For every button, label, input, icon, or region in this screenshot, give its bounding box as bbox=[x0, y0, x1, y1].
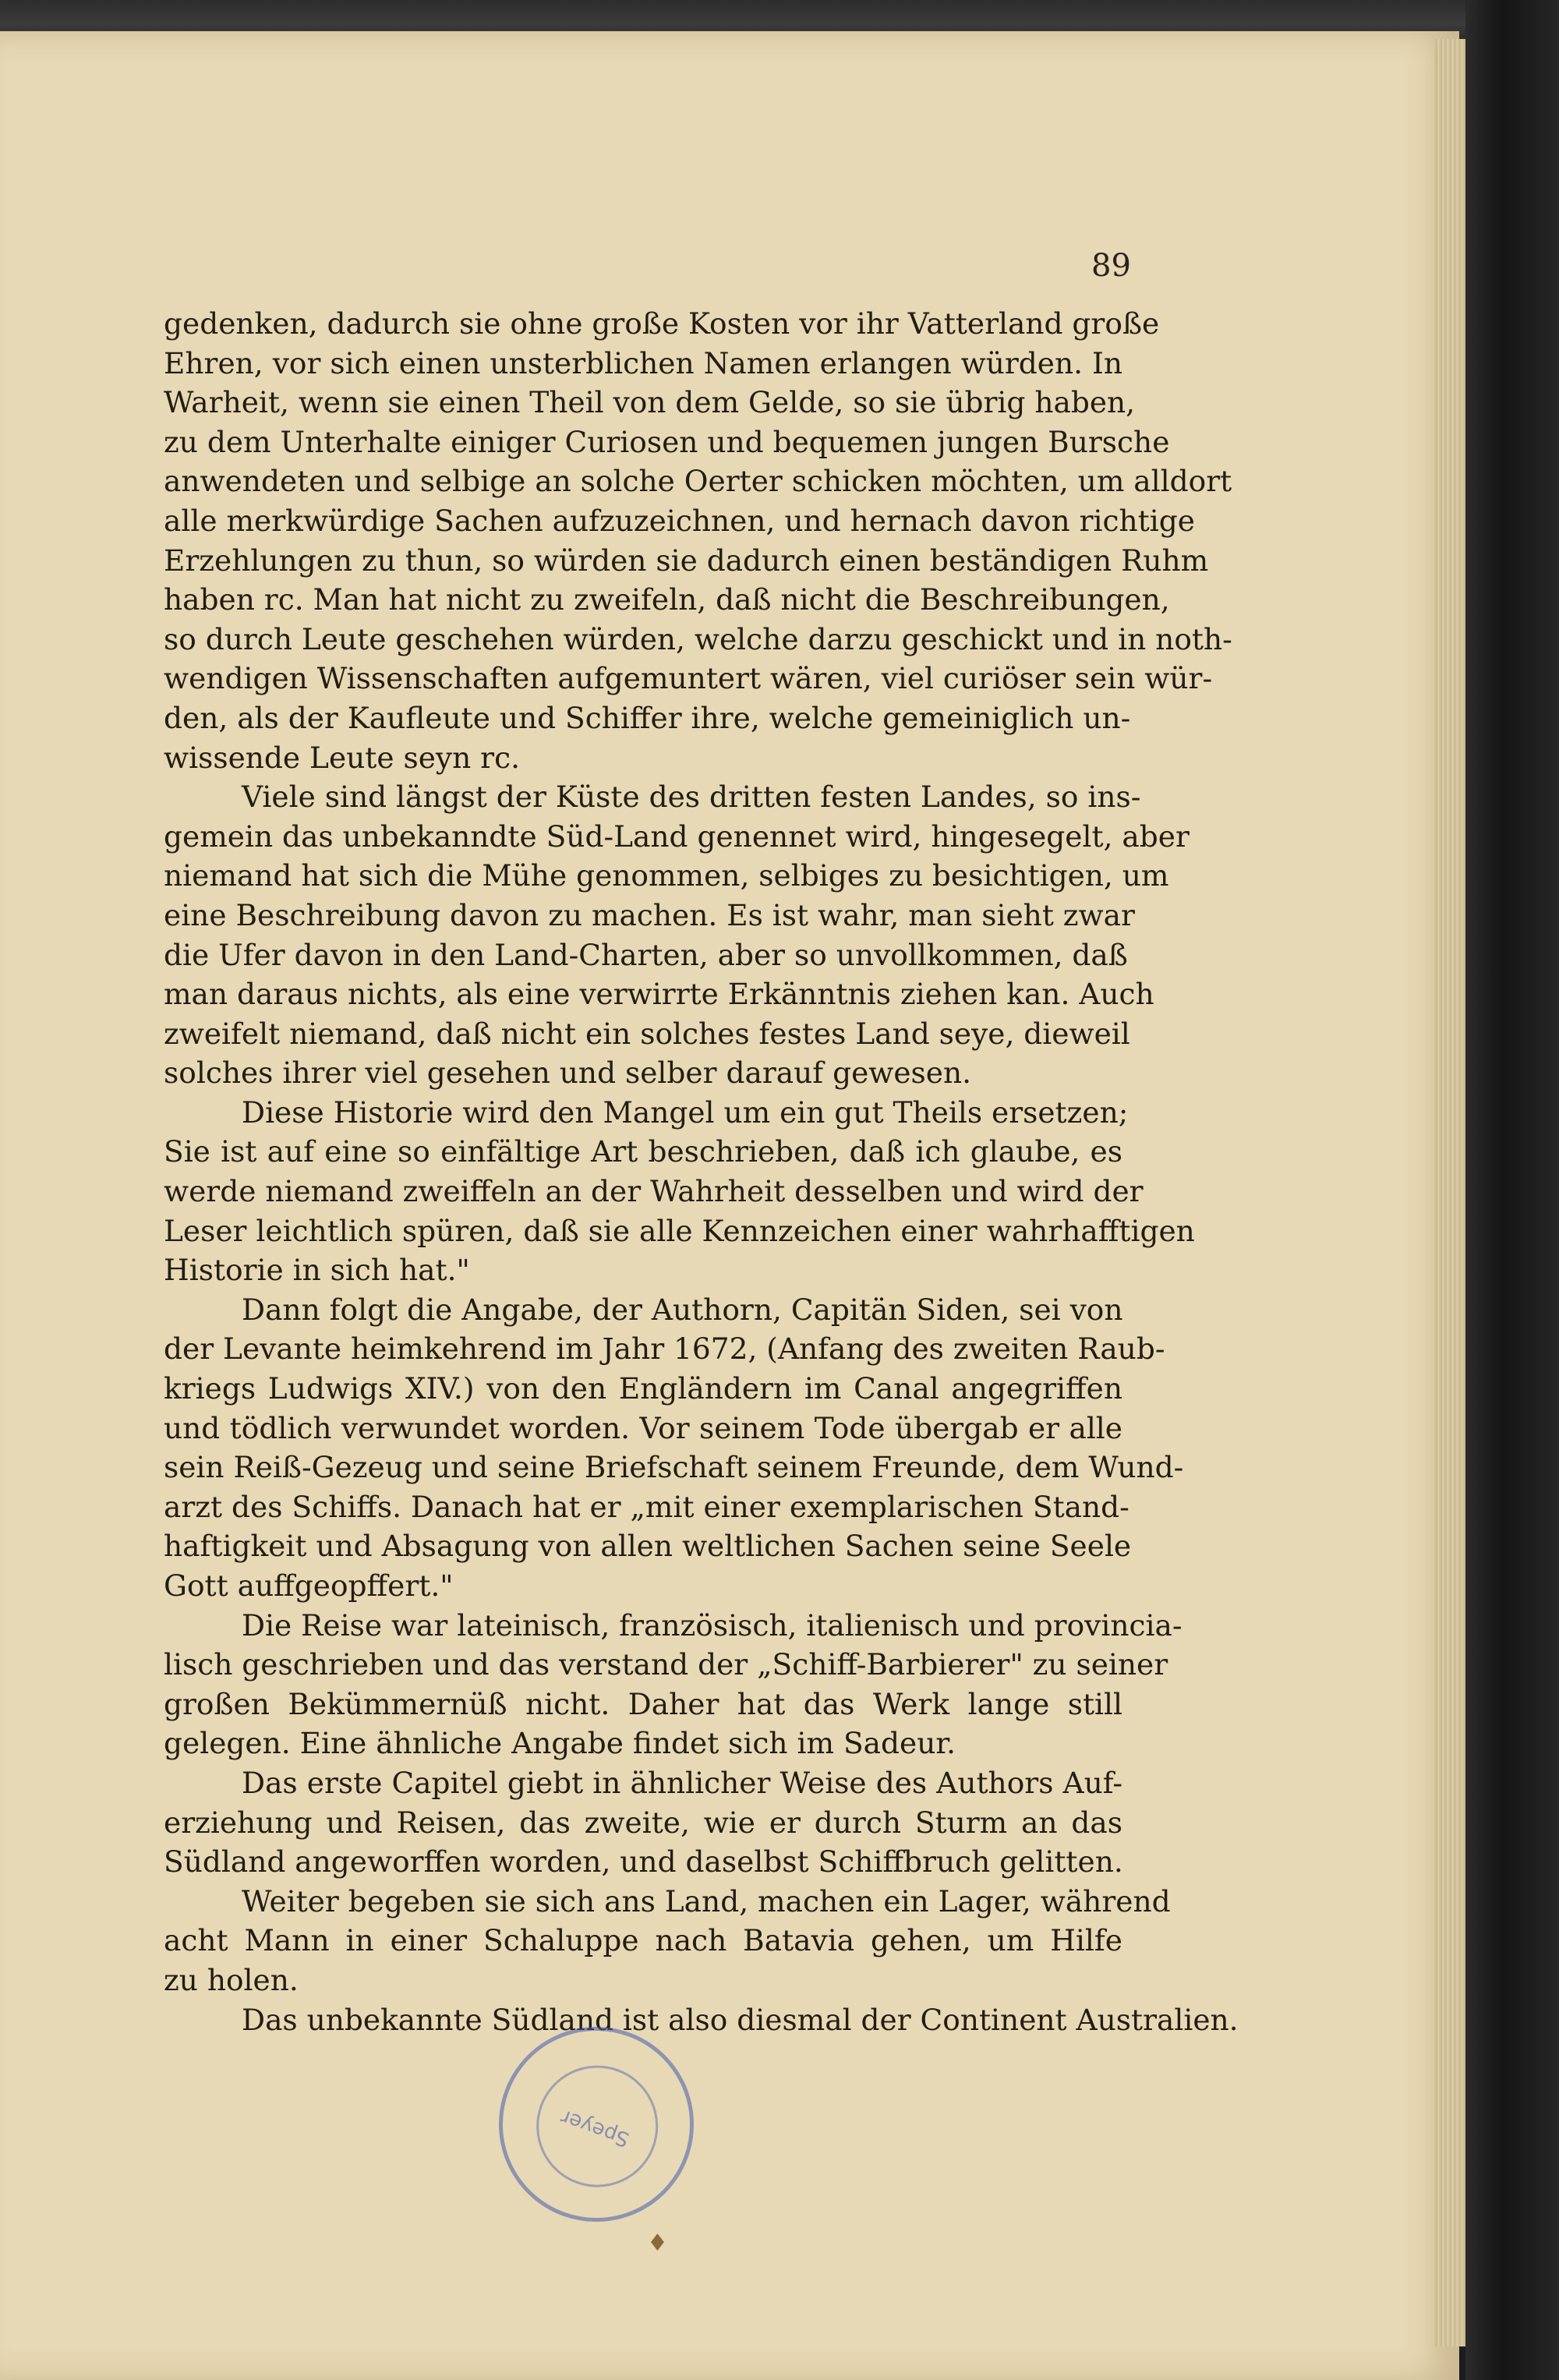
book-spine bbox=[1465, 0, 1559, 2380]
text-line: Weiter begeben sie sich ans Land, machen ein Lager, während bbox=[242, 1883, 1171, 1918]
paragraph bbox=[164, 1093, 1195, 1290]
text-line: haben rc. Man hat nicht zu zweifeln, daß nicht die Beschreibungen, bbox=[164, 582, 1170, 617]
text-line: den, als der Kaufleute und Schiffer ihre, welche gemeiniglich un- bbox=[164, 700, 1131, 735]
text-line: wendigen Wissenschaften aufgemuntert wären, viel curiöser sein wür- bbox=[164, 661, 1213, 696]
text-line: sein Reiß-Gezeug und seine Briefschaft seinem Freunde, dem Wund- bbox=[164, 1450, 1184, 1485]
text-line: und tödlich verwundet worden. Vor seinem Tode übergab er alle bbox=[164, 1410, 1122, 1445]
text-line: zu holen. bbox=[164, 1962, 299, 1997]
text-line: Erzehlungen zu thun, so würden sie dadurch einen beständigen Ruhm bbox=[164, 543, 1209, 578]
body-text bbox=[164, 304, 1239, 2039]
text-line: lisch geschrieben und das verstand der „Schiff-Barbierer" zu seiner bbox=[164, 1647, 1168, 1682]
text-line: anwendeten und selbige an solche Oerter schicken möchten, um alldort bbox=[164, 464, 1232, 499]
text-line: Ehren, vor sich einen unsterblichen Namen erlangen würden. In bbox=[164, 345, 1122, 380]
paragraph bbox=[164, 304, 1232, 777]
text-line: Diese Historie wird den Mangel um ein gut Theils ersetzen; bbox=[242, 1095, 1129, 1130]
library-stamp-text: Speyer bbox=[557, 2105, 633, 2152]
text-line: Südland angeworffen worden, und daselbst Schiffbruch gelitten. bbox=[164, 1844, 1123, 1880]
text-line: so durch Leute geschehen würden, welche darzu geschickt und in noth- bbox=[164, 621, 1232, 656]
text-line: eine Beschreibung davon zu machen. Es ist wahr, man sieht zwar bbox=[164, 897, 1135, 932]
text-line: man daraus nichts, als eine verwirrte Erkänntnis ziehen kan. Auch bbox=[164, 977, 1154, 1012]
text-line: Leser leichtlich spüren, daß sie alle Kennzeichen einer wahrhafftigen bbox=[164, 1213, 1195, 1248]
text-line: kriegs Ludwigs XIV.) von den Engländern im Canal angegriffen bbox=[164, 1371, 1122, 1406]
text-line: Historie in sich hat." bbox=[164, 1253, 470, 1288]
text-line: großen Bekümmernüß nicht. Daher hat das Werk lange still bbox=[164, 1686, 1122, 1721]
text-line: wissende Leute seyn rc. bbox=[164, 740, 521, 775]
text-line: Viele sind längst der Küste des dritten festen Landes, so ins- bbox=[242, 780, 1141, 815]
text-line: erziehung und Reisen, das zweite, wie er durch Sturm an das bbox=[164, 1805, 1122, 1840]
text-line: Warheit, wenn sie einen Theil von dem Gelde, so sie übrig haben, bbox=[164, 385, 1136, 420]
text-line: der Levante heimkehrend im Jahr 1672, (Anfang des zweiten Raub- bbox=[164, 1331, 1165, 1367]
paragraph bbox=[164, 1763, 1122, 1882]
text-line: gelegen. Eine ähnliche Angabe findet sich im Sadeur. bbox=[164, 1726, 956, 1761]
ornament-icon: ♦ bbox=[647, 2230, 668, 2257]
text-line: gedenken, dadurch sie ohne große Kosten vor ihr Vatterland große bbox=[164, 306, 1160, 341]
text-line: die Ufer davon in den Land-Charten, aber so unvollkommen, daß bbox=[164, 937, 1128, 972]
text-line: acht Mann in einer Schaluppe nach Batavia gehen, um Hilfe bbox=[164, 1923, 1122, 1958]
paragraph bbox=[164, 1606, 1183, 1763]
text-line: solches ihrer viel gesehen und selber darauf gewesen. bbox=[164, 1056, 972, 1091]
text-line: Das unbekannte Südland ist also diesmal der Continent Australien. bbox=[242, 2002, 1239, 2037]
text-line: gemein das unbekanndte Süd-Land genennet wird, hingesegelt, aber bbox=[164, 819, 1190, 854]
text-line: Dann folgt die Angabe, der Authorn, Capitän Siden, sei von bbox=[242, 1292, 1123, 1327]
text-line: zu dem Unterhalte einiger Curiosen und bequemen jungen Bursche bbox=[164, 424, 1170, 459]
paragraph bbox=[164, 1290, 1184, 1606]
page-edges bbox=[1434, 39, 1465, 2346]
paragraph bbox=[164, 1882, 1171, 2000]
text-line: Sie ist auf eine so einfältige Art beschrieben, daß ich glaube, es bbox=[164, 1134, 1122, 1169]
text-line: zweifelt niemand, daß nicht ein solches festes Land seye, dieweil bbox=[164, 1016, 1130, 1051]
text-line: arzt des Schiffs. Danach hat er „mit einer exemplarischen Stand- bbox=[164, 1489, 1129, 1524]
text-line: Die Reise war lateinisch, französisch, italienisch und provincia- bbox=[242, 1607, 1183, 1643]
paragraph bbox=[164, 2000, 1239, 2040]
text-line: alle merkwürdige Sachen aufzuzeichnen, und hernach davon richtige bbox=[164, 503, 1195, 538]
text-line: Das erste Capitel giebt in ähnlicher Weise des Authors Auf- bbox=[242, 1765, 1122, 1800]
text-line: Gott auffgeopffert." bbox=[164, 1568, 454, 1603]
text-line: niemand hat sich die Mühe genommen, selbiges zu besichtigen, um bbox=[164, 858, 1169, 893]
paragraph bbox=[164, 777, 1190, 1093]
text-line: werde niemand zweiffeln an der Wahrheit desselben und wird der bbox=[164, 1174, 1144, 1209]
text-line: haftigkeit und Absagung von allen weltlichen Sachen seine Seele bbox=[164, 1529, 1132, 1564]
page-number: 89 bbox=[1091, 248, 1131, 284]
